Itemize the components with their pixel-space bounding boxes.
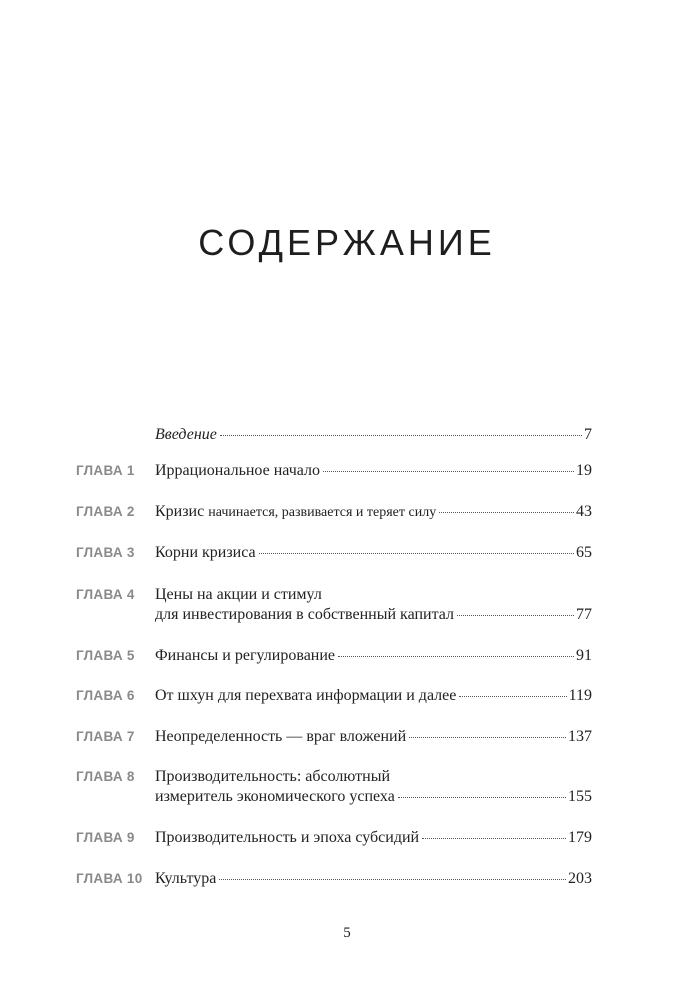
toc-entry — [155, 461, 592, 481]
page-number: 5 — [343, 925, 351, 941]
toc-entry-title: Производительность и эпоха субсидий — [155, 829, 420, 846]
toc-entry-title — [155, 502, 436, 523]
toc-entry — [155, 767, 592, 807]
toc-entry-title: измеритель экономического успеха — [155, 788, 395, 805]
toc-entry-title-line1: Производительность: абсолютный — [155, 768, 391, 785]
toc-entry — [155, 585, 592, 625]
toc-entry-page: 179 — [568, 829, 592, 846]
toc-entry-title-line1: Цены на акции и стимул — [155, 586, 322, 603]
toc-entry-title: Неопределенность — враг вложений — [155, 728, 407, 745]
dot-leader — [457, 615, 574, 616]
toc-entry-page: 91 — [576, 647, 592, 664]
toc-entry — [155, 727, 592, 747]
toc-entry-page: 119 — [568, 687, 592, 704]
toc-entry-page: 137 — [568, 728, 592, 745]
toc-entry-title-part: Кризис — [155, 503, 209, 520]
toc-entry — [155, 686, 592, 706]
toc-entry-title: Финансы и регулирование — [155, 647, 336, 664]
toc-entry-page: 7 — [584, 426, 592, 443]
dot-leader — [439, 512, 574, 513]
dot-leader — [220, 435, 582, 436]
toc-entry — [155, 543, 592, 563]
toc-entry-page: 43 — [576, 503, 592, 520]
toc-entry — [155, 869, 592, 889]
chapter-label: ГЛАВА 6 — [76, 688, 135, 703]
dot-leader — [398, 797, 566, 798]
toc-entry-title: Введение — [155, 426, 217, 443]
toc-entry — [155, 828, 592, 848]
dot-leader — [422, 838, 566, 839]
chapter-label: ГЛАВА 3 — [76, 545, 135, 560]
dot-leader — [323, 471, 574, 472]
dot-leader — [259, 553, 574, 554]
toc-entry — [155, 502, 592, 523]
dot-leader — [459, 696, 566, 697]
chapter-label: ГЛАВА 2 — [76, 504, 135, 519]
toc-entry-page: 19 — [576, 462, 592, 479]
chapter-label: ГЛАВА 1 — [76, 463, 135, 478]
toc-entry-title: Иррациональное начало — [155, 462, 321, 479]
toc-entry-title: От шхун для перехвата информации и далее — [155, 687, 457, 704]
chapter-label: ГЛАВА 5 — [76, 648, 135, 663]
dot-leader — [219, 879, 566, 880]
chapter-label: ГЛАВА 9 — [76, 830, 135, 845]
chapter-label: ГЛАВА 8 — [76, 769, 135, 784]
toc-entry-title-part: начинается, развивается и теряет силу — [208, 505, 437, 520]
toc-entry — [155, 646, 592, 666]
toc-entry-page: 77 — [576, 606, 592, 623]
toc-entry-page: 155 — [568, 788, 592, 805]
chapter-label: ГЛАВА 4 — [76, 587, 135, 602]
dot-leader — [338, 656, 574, 657]
toc-entry-title: Культура — [155, 870, 217, 887]
dot-leader — [409, 737, 566, 738]
chapter-label: ГЛАВА 10 — [76, 871, 143, 886]
toc-entry-page: 203 — [568, 870, 592, 887]
toc-entry — [155, 425, 592, 445]
page-title: СОДЕРЖАНИЕ — [198, 222, 496, 263]
toc-entry-title: Корни кризиса — [155, 544, 256, 561]
toc-entry-title: для инвестирования в собственный капитал — [155, 606, 455, 623]
chapter-label: ГЛАВА 7 — [76, 729, 135, 744]
toc-entry-page: 65 — [576, 544, 592, 561]
